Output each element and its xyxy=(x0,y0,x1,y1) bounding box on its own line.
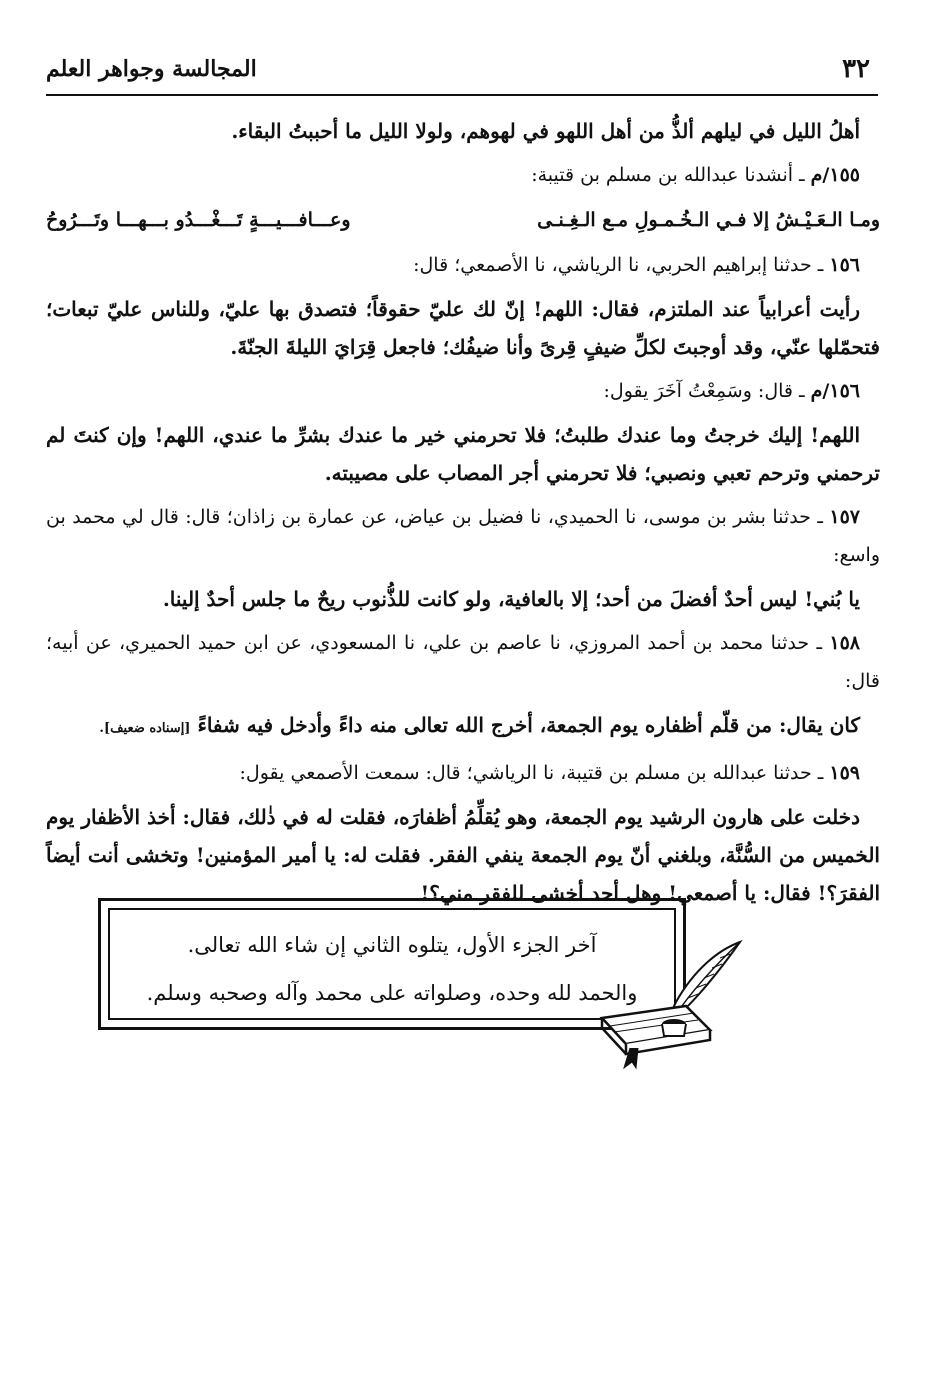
quill-and-book-icon xyxy=(590,940,750,1070)
entry-number: ١٥٧ xyxy=(829,506,860,528)
entry-number: ١٥٥/م xyxy=(810,164,860,186)
entry-number: ١٥٨ xyxy=(829,632,860,654)
entry-159-heading xyxy=(46,754,880,792)
entry-isnad: ـ حدثنا عبدالله بن مسلم بن قتيبة، نا الرياشي؛ قال: سمعت الأصمعي يقول: xyxy=(239,762,824,784)
entry-number: ١٥٦/م xyxy=(810,380,860,402)
page-number: ٣٢ xyxy=(842,54,870,84)
paragraph-night: أهلُ الليل في ليلهم ألذُّ من أهل اللهو في لهوهم، ولولا الليل ما أحببتُ البقاء. xyxy=(231,119,860,143)
entry-number: ١٥٦ xyxy=(829,254,860,276)
colophon-line-1: آخر الجزء الأول، يتلوه الثاني إن شاء الله تعالى. xyxy=(187,933,597,957)
entry-157-heading xyxy=(46,498,880,574)
entry-isnad: ـ أنشدنا عبدالله بن مسلم بن قتيبة: xyxy=(531,164,805,186)
entry-isnad: ـ حدثنا بشر بن موسى، نا الحميدي، نا فضيل بن عياض، عن عمارة بن زاذان؛ قال: قال لي محمد بن واسع: xyxy=(46,506,880,566)
entry-number: ١٥٩ xyxy=(829,762,860,784)
entry-isnad: ـ حدثنا محمد بن أحمد المروزي، نا عاصم بن علي، نا المسعودي، عن ابن حميد الحميري، عن أبيه؛ قال: xyxy=(46,632,880,692)
entry-159-text: دخلت على هارون الرشيد يوم الجمعة، وهو يُقلِّمُ أظفارَه، فقلت له في ذٰلك، فقال: أخذ الأظفار يوم الخميس من السُّنَّة، وبلغني أنّ يوم الجمعة ينفي الفقر. فقلت له: يا أمير المؤمنين! وتخشى أنت أيضاً الفقرَ؟! فقال: يا أصمعي! وهل أحد أخشى للفقر مني؟! xyxy=(46,805,880,905)
entry-156m-heading xyxy=(46,372,880,410)
entry-155m-heading xyxy=(46,156,880,194)
entry-156-text: رأيت أعرابياً عند الملتزم، فقال: اللهم! إنّ لك عليّ حقوقاً؛ فتصدق بها عليّ، وللناس عليّ تبعات؛ فتحمّلها عنّي، وقد أوجبتَ لكلِّ ضيفٍ قِرىً وأنا ضيفُك؛ فاجعل قِرَايَ الليلةَ الجنّةَ. xyxy=(46,297,880,359)
colophon-line-2: والحمد لله وحده، وصلواته على محمد وآله وصحبه وسلم. xyxy=(146,981,638,1005)
verse-first-hemistich: ومـا الـعَـيْـشُ إلا فـي الـخُـمـولِ مـع الـغِـنـى xyxy=(537,209,880,231)
entry-156m-text: اللهم! إليك خرجتُ وما عندك طلبتُ؛ فلا تحرمني خير ما عندك بشرِّ ما عندي، اللهم! وإن كنتَ لم ترحمني وترحم تعبي ونصبي؛ فلا تحرمني أجر المصاب على مصيبته. xyxy=(46,423,880,485)
entry-isnad: ـ قال: وسَمِعْتُ آخَرَ يقول: xyxy=(603,380,805,402)
running-title: المجالسة وجواهر العلم xyxy=(46,56,257,82)
entry-158-heading xyxy=(46,624,880,700)
entry-isnad: ـ حدثنا إبراهيم الحربي، نا الرياشي، نا الأصمعي؛ قال: xyxy=(413,254,824,276)
poem-verse xyxy=(46,200,880,240)
page-header xyxy=(46,46,878,96)
entry-158-text xyxy=(46,706,880,748)
grading-note: [إسناده ضعيف]. xyxy=(99,721,191,736)
entry-156-heading xyxy=(46,246,880,284)
entry-157-text: يا بُني! ليس أحدٌ أفضلَ من أحد؛ إلا بالعافية، ولو كانت للذُّنوب ريحٌ ما جلس أحدٌ إلينا. xyxy=(162,587,860,611)
entry-text: كان يقال: من قلّم أظفاره يوم الجمعة، أخرج الله تعالى منه داءً وأدخل فيه شفاءً xyxy=(197,713,860,737)
colophon-text xyxy=(141,921,643,1017)
page-body xyxy=(46,112,880,918)
header-rule xyxy=(46,94,878,96)
verse-second-hemistich: وعـــافـــيـــةٍ تَـــغْـــدُو بـــهـــا وتَـــرُوحُ xyxy=(46,209,351,231)
